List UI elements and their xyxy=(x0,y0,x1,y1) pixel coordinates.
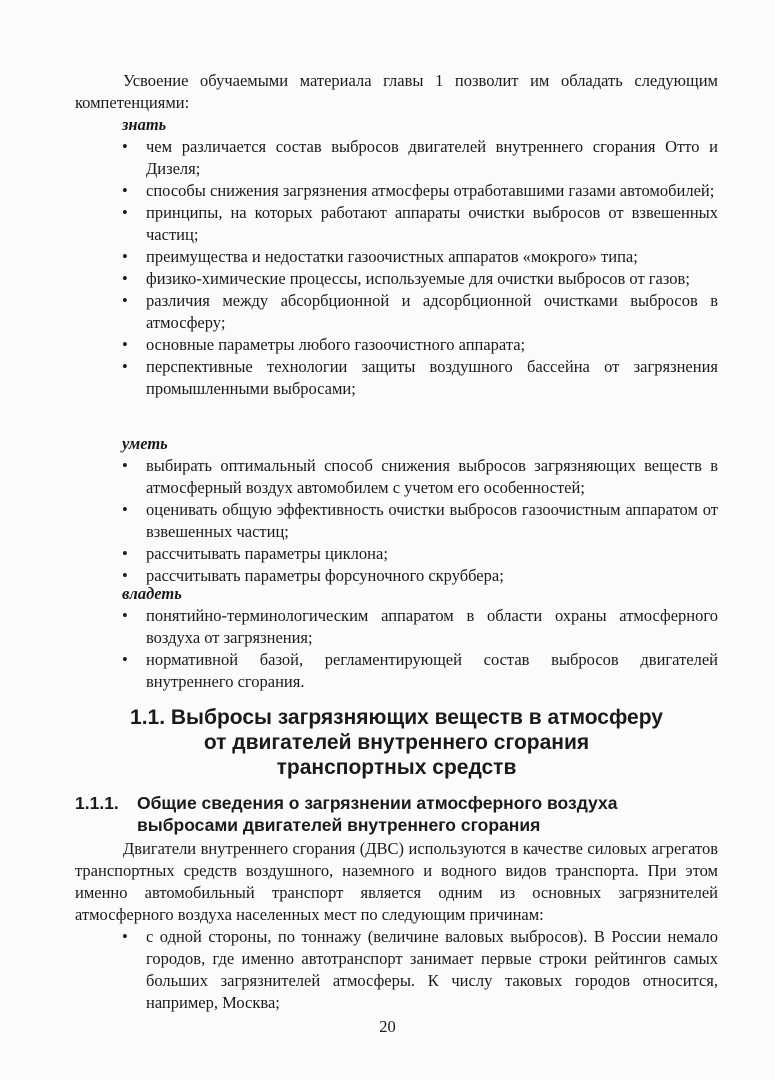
list-item: • способы снижения загрязнения атмосферы отработавшими газами автомобилей; xyxy=(122,181,715,200)
list-item: • перспективные технологии защиты воздушного бассейна от загрязнения промышленными выбросами; xyxy=(122,357,718,398)
category-can-label: уметь xyxy=(122,434,168,453)
bullet-icon: • xyxy=(122,500,128,519)
can-list xyxy=(122,455,718,587)
bullet-icon: • xyxy=(122,203,128,222)
list-item: • рассчитывать параметры циклона; xyxy=(122,544,388,563)
category-know-label: знать xyxy=(122,115,167,134)
body-paragraph: Двигатели внутреннего сгорания (ДВС) используются в качестве силовых агрегатов транспортных средств воздушного, наземного и водного видов транспорта. При этом именно автомобильный транспорт является одним из основных загрязнителей атмосферного воздуха населенных мест по следующим причинам: xyxy=(75,839,718,924)
subsection-heading xyxy=(75,792,718,836)
bullet-icon: • xyxy=(122,181,128,200)
list-item: • принципы, на которых работают аппараты очистки выбросов от взвешенных частиц; xyxy=(122,203,718,244)
list-item: • различия между абсорбционной и адсорбционной очистками выбросов в атмосферу; xyxy=(122,291,718,332)
list-item: • оценивать общую эффективность очистки выбросов газоочистным аппаратом от взвешенных частиц; xyxy=(122,500,718,541)
master-list xyxy=(122,605,718,693)
bullet-icon: • xyxy=(122,927,128,946)
bullet-icon: • xyxy=(122,544,128,563)
subsection-title-line: Общие сведения о загрязнении атмосферного воздуха xyxy=(137,793,618,813)
intro-paragraph: Усвоение обучаемыми материала главы 1 позволит им обладать следующим компетенциями: xyxy=(75,71,718,112)
category-master-label: владеть xyxy=(122,584,182,603)
bullet-icon: • xyxy=(122,291,128,310)
list-item: • физико-химические процессы, используемые для очистки выбросов от газов; xyxy=(122,269,690,288)
list-item: • понятийно-терминологическим аппаратом в области охраны атмосферного воздуха от загрязнения; xyxy=(122,606,718,647)
bullet-icon: • xyxy=(122,269,128,288)
know-list xyxy=(122,136,718,400)
body-list xyxy=(122,926,718,1014)
list-item: • чем различается состав выбросов двигателей внутреннего сгорания Отто и Дизеля; xyxy=(122,137,718,178)
list-item: • нормативной базой, регламентирующей состав выбросов двигателей внутреннего сгорания. xyxy=(122,650,718,691)
list-item: • рассчитывать параметры форсуночного скруббера; xyxy=(122,566,504,585)
list-item: • основные параметры любого газоочистного аппарата; xyxy=(122,335,526,354)
section-heading-line: 1.1. Выбросы загрязняющих веществ в атмосферу xyxy=(130,706,663,729)
bullet-icon: • xyxy=(122,357,128,376)
list-item: • выбирать оптимальный способ снижения выбросов загрязняющих веществ в атмосферный воздух автомобилем с учетом его особенностей; xyxy=(122,456,718,497)
section-heading-line: транспортных средств xyxy=(276,756,517,779)
list-item: • с одной стороны, по тоннажу (величине валовых выбросов). В России немало городов, где именно автотранспорт занимает первые строки рейтингов самых больших загрязнителей атмосферы. К числу таковых городов относится, например, Москва; xyxy=(122,927,718,1012)
bullet-icon: • xyxy=(122,606,128,625)
bullet-icon: • xyxy=(122,566,128,585)
subsection-title-line: выбросами двигателей внутреннего сгорания xyxy=(137,815,541,835)
bullet-icon: • xyxy=(122,335,128,354)
bullet-icon: • xyxy=(122,137,128,156)
list-item: • преимущества и недостатки газоочистных аппаратов «мокрого» типа; xyxy=(122,247,638,266)
section-heading-line: от двигателей внутреннего сгорания xyxy=(203,731,590,754)
page-number: 20 xyxy=(379,1017,396,1036)
section-heading xyxy=(75,705,718,780)
bullet-icon: • xyxy=(122,456,128,475)
bullet-icon: • xyxy=(122,650,128,669)
subsection-number: 1.1.1. xyxy=(75,793,119,813)
bullet-icon: • xyxy=(122,247,128,266)
